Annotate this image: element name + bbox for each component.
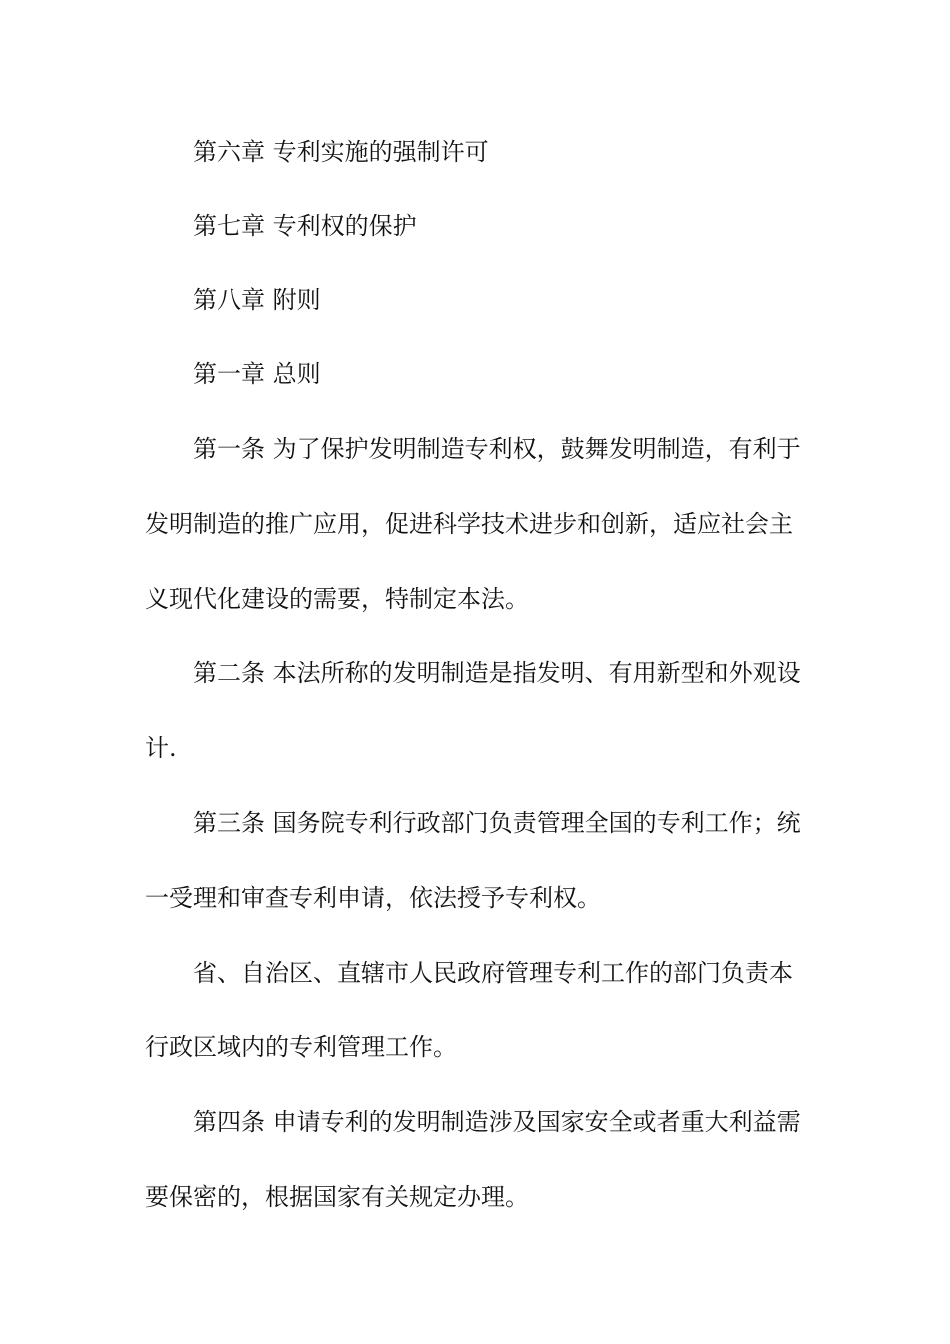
- article-3-line-2: 一受理和审查专利申请，依法授予专利权。: [145, 884, 601, 912]
- toc-chapter-6: 第六章 专利实施的强制许可: [193, 138, 489, 166]
- article-4-line-2: 要保密的，根据国家有关规定办理。: [145, 1183, 529, 1211]
- article-3-para-2-line-1: 省、自治区、直辖市人民政府管理专利工作的部门负责本: [193, 959, 793, 987]
- article-3-para-2-line-2: 行政区域内的专利管理工作。: [145, 1033, 457, 1061]
- toc-chapter-8: 第八章 附则: [193, 286, 321, 314]
- article-4-line-1: 第四条 申请专利的发明制造涉及国家安全或者重大利益需: [193, 1108, 801, 1136]
- article-1-line-2: 发明制造的推广应用，促进科学技术进步和创新，适应社会主: [145, 510, 793, 538]
- toc-chapter-7: 第七章 专利权的保护: [193, 212, 417, 240]
- article-3-line-1: 第三条 国务院专利行政部门负责管理全国的专利工作；统: [193, 809, 801, 837]
- article-1-line-1: 第一条 为了保护发明制造专利权，鼓舞发明制造，有利于: [193, 435, 801, 463]
- article-2-line-1: 第二条 本法所称的发明制造是指发明、有用新型和外观设: [193, 659, 801, 687]
- article-2-line-2: 计.: [145, 734, 177, 762]
- article-1-line-3: 义现代化建设的需要，特制定本法。: [145, 585, 529, 613]
- chapter-1-heading: 第一章 总则: [193, 360, 321, 388]
